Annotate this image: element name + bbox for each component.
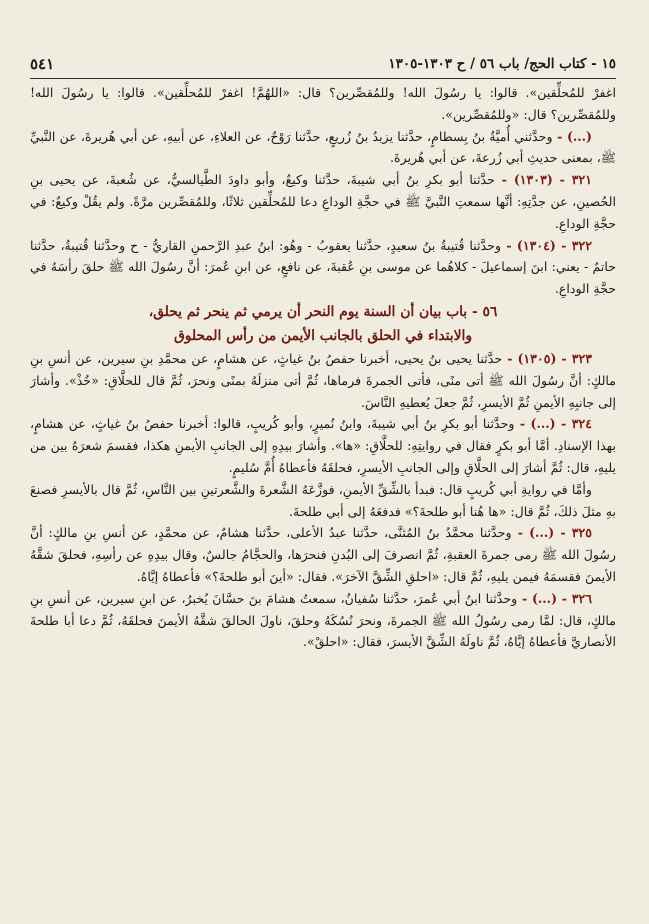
hadith-paragraph xyxy=(30,169,616,234)
hadith-paragraph xyxy=(30,235,616,300)
chapter-heading-line: والابتداء في الحلق بالجانب الأيمن من رأس المحلوق xyxy=(174,327,472,344)
page-body xyxy=(30,82,616,653)
hadith-text: وحدَّثنا قُتيبةُ بنُ سعيدٍ، حدَّثنا يعقوبُ - وهُو: ابنُ عبدِ الرَّحمنِ القاريُّ - ح وحدَّثنا قُتيبةُ، حدَّثنا حاتمٌ - يعني: ابنَ إسماعيلَ - كلاهُما عن موسى بنِ عُقبةَ، عن نافعٍ، عن ابنِ عُمرَ: أنَّ رسُولَ الله ﷺ حلقَ رأسَهُ في حجَّةِ الوداعِ. xyxy=(30,237,616,297)
hadith-paragraph xyxy=(30,126,616,170)
chapter-heading xyxy=(30,300,616,348)
text-paragraph: وأمَّا في روايةِ أبي كُريبٍ قال: فبدأ بالشِّقِّ الأيمنِ، فوزَّعَهُ الشَّعرةَ والشَّعرتينِ بين النَّاسِ، ثُمَّ قال بالأيسرِ فصنعَ بهِ مثلَ ذلكَ، ثُمَّ قال: «ها هُنا أبو طلحةَ؟» فدفعَهُ إلى أبي طلحةَ. xyxy=(30,481,616,519)
text-paragraph: اغفرْ للمُحلِّقين». قالوا: يا رسُولَ الله! وللمُقصِّرين؟ قال: «اللهُمَّ! اغفرْ للمُحلِّقين». قالوا: يا رسُولَ الله! وللمُقصِّرين؟ قال: «وللمُقصِّرين». xyxy=(30,85,616,122)
page-header xyxy=(30,52,616,76)
hadith-dash: - xyxy=(552,128,567,144)
hadith-paragraph xyxy=(30,588,616,653)
chapter-heading-line: ٥٦ - باب بيان أن السنة يوم النحر أن يرمي ثم ينحر ثم يحلق، xyxy=(148,303,498,320)
hadith-text: حدَّثنا يحيى بنُ يحيى، أخبرنا حفصُ بنُ غياثٍ، عن هشامٍ، عن محمَّدِ بنِ سيرين، عن أنسِ بنِ مالكٍ: أنَّ رسُولَ الله ﷺ أتى منًى، فأتى الجمرةَ فرماها، ثُمَّ أتى منزلَهُ بمنًى ونحرَ، ثُمَّ قال للحلَّاقِ: «خُذْ». وأشارَ إلى جانبِهِ الأيمنِ ثُمَّ الأيسرِ، ثُمَّ جعلَ يُعطيهِ النَّاسَ. xyxy=(30,350,616,410)
hadith-dash: - xyxy=(501,237,517,253)
hadith-paragraph xyxy=(30,348,616,413)
book-page xyxy=(30,52,616,912)
hadith-text: وحدَّثنا محمَّدُ بنُ المُثنَّى، حدَّثنا عبدُ الأعلى، حدَّثنا هشامٌ، عن محمَّدٍ، عن أنسِ بنِ مالكٍ: أنَّ رسُولَ الله ﷺ رمى جمرةَ العقبةِ، ثُمَّ انصرفَ إلى البُدنِ فنحرَها، والحجَّامُ جالسٌ، وقال بيدِهِ عن رأسِهِ، فحلقَ شقَّهُ الأيمنَ فقسمَهُ فيمن يليهِ، ثُمَّ قال: «احلقِ الشِّقَّ الآخرَ». فقال: «أينَ أبو طلحةَ؟» فأعطاهُ إيَّاهُ. xyxy=(30,525,616,584)
hadith-number: ٣٢٤ - (...) xyxy=(530,416,592,432)
hadith-number: ٣٢٣ - (١٣٠٥) xyxy=(517,350,592,366)
hadith-number: (...) xyxy=(566,128,593,144)
hadith-paragraph xyxy=(30,522,616,587)
hadith-dash: - xyxy=(502,350,518,366)
hadith-text: وحدَّثني أُميَّةُ بنُ بِسطامٍ، حدَّثنا يزيدُ بنُ زُريعٍ، حدَّثنا رَوْحٌ، عن العلاءِ، عن أبيهِ، عن أبي هُريرةَ، عن النَّبيِّ ﷺ، بمعنى حديثِ أبي زُرعةَ، عن أبي هُريرةَ. xyxy=(30,128,616,166)
hadith-dash: - xyxy=(494,172,514,188)
hadith-paragraph xyxy=(30,413,616,478)
hadith-number: ٣٢٢ - (١٣٠٤) xyxy=(516,237,592,253)
hadith-dash: - xyxy=(511,525,530,541)
hadith-number: ٣٢١ - (١٣٠٣) xyxy=(513,172,593,188)
hadith-text: وحدَّثنا أبو بكرِ بنُ أبي شيبةَ، وابنُ نُميرٍ، وأبو كُريبٍ، قالوا: أخبرنا حفصُ بنُ غياثٍ، عن هشامٍ، بهذا الإسنادِ. أمَّا أبو بكرٍ فقال في روايتِهِ: للحلَّاقِ: «ها». وأشارَ بيدِهِ إلى الجانبِ الأيمنِ هكذا، فقسمَ شعرَهُ بين من يليهِ، قال: ثُمَّ أشارَ إلى الحلَّاقِ وإلى الجانبِ الأيسرِ، فحلقَهُ فأعطاهُ أُمَّ سُليمٍ. xyxy=(30,416,616,475)
hadith-text: حدَّثنا أبو بكرِ بنُ أبي شيبةَ، حدَّثنا وكيعٌ، وأبو داودَ الطَّيالسيُّ، عن شُعبةَ، عن يحيى بنِ الحُصينِ، عن جدَّتِهِ: أنَّها سمعتِ النَّبيَّ ﷺ في حجَّةِ الوداعِ دعا للمُحلِّقين ثلاثًا، وللمُقصِّرين مرَّةً. ولم يقُلْ وكيعٌ: في حجَّةِ الوداعِ. xyxy=(30,172,616,231)
page-number: ٥٤١ xyxy=(30,55,55,73)
hadith-dash: - xyxy=(517,590,532,606)
header-rule xyxy=(30,78,616,79)
hadith-number: ٣٢٥ - (...) xyxy=(529,525,592,541)
hadith-text: وحدَّثنا ابنُ أبي عُمرَ، حدَّثنا سُفيانُ، سمعتُ هشامَ بنَ حسَّانَ يُخبرُ، عن ابنِ سيرين، عن أنسِ بنِ مالكٍ، قال: لمَّا رمى رسُولُ الله ﷺ الجمرةَ، ونحرَ نُسُكَهُ وحلقَ، ناولَ الحالقَ شقَّهُ الأيمنَ فحلقَهُ، ثُمَّ دعا أبا طلحةَ الأنصاريَّ فأعطاهُ إيَّاهُ، ثُمَّ ناولَهُ الشِّقَّ الأيسرَ، فقال: «احلقْ». xyxy=(30,590,616,650)
hadith-number: ٣٢٦ - (...) xyxy=(531,590,592,606)
hadith-dash: - xyxy=(514,416,531,432)
running-title: ١٥ - كتاب الحج/ باب ٥٦ / ح ١٣٠٣-١٣٠٥ xyxy=(388,56,616,72)
